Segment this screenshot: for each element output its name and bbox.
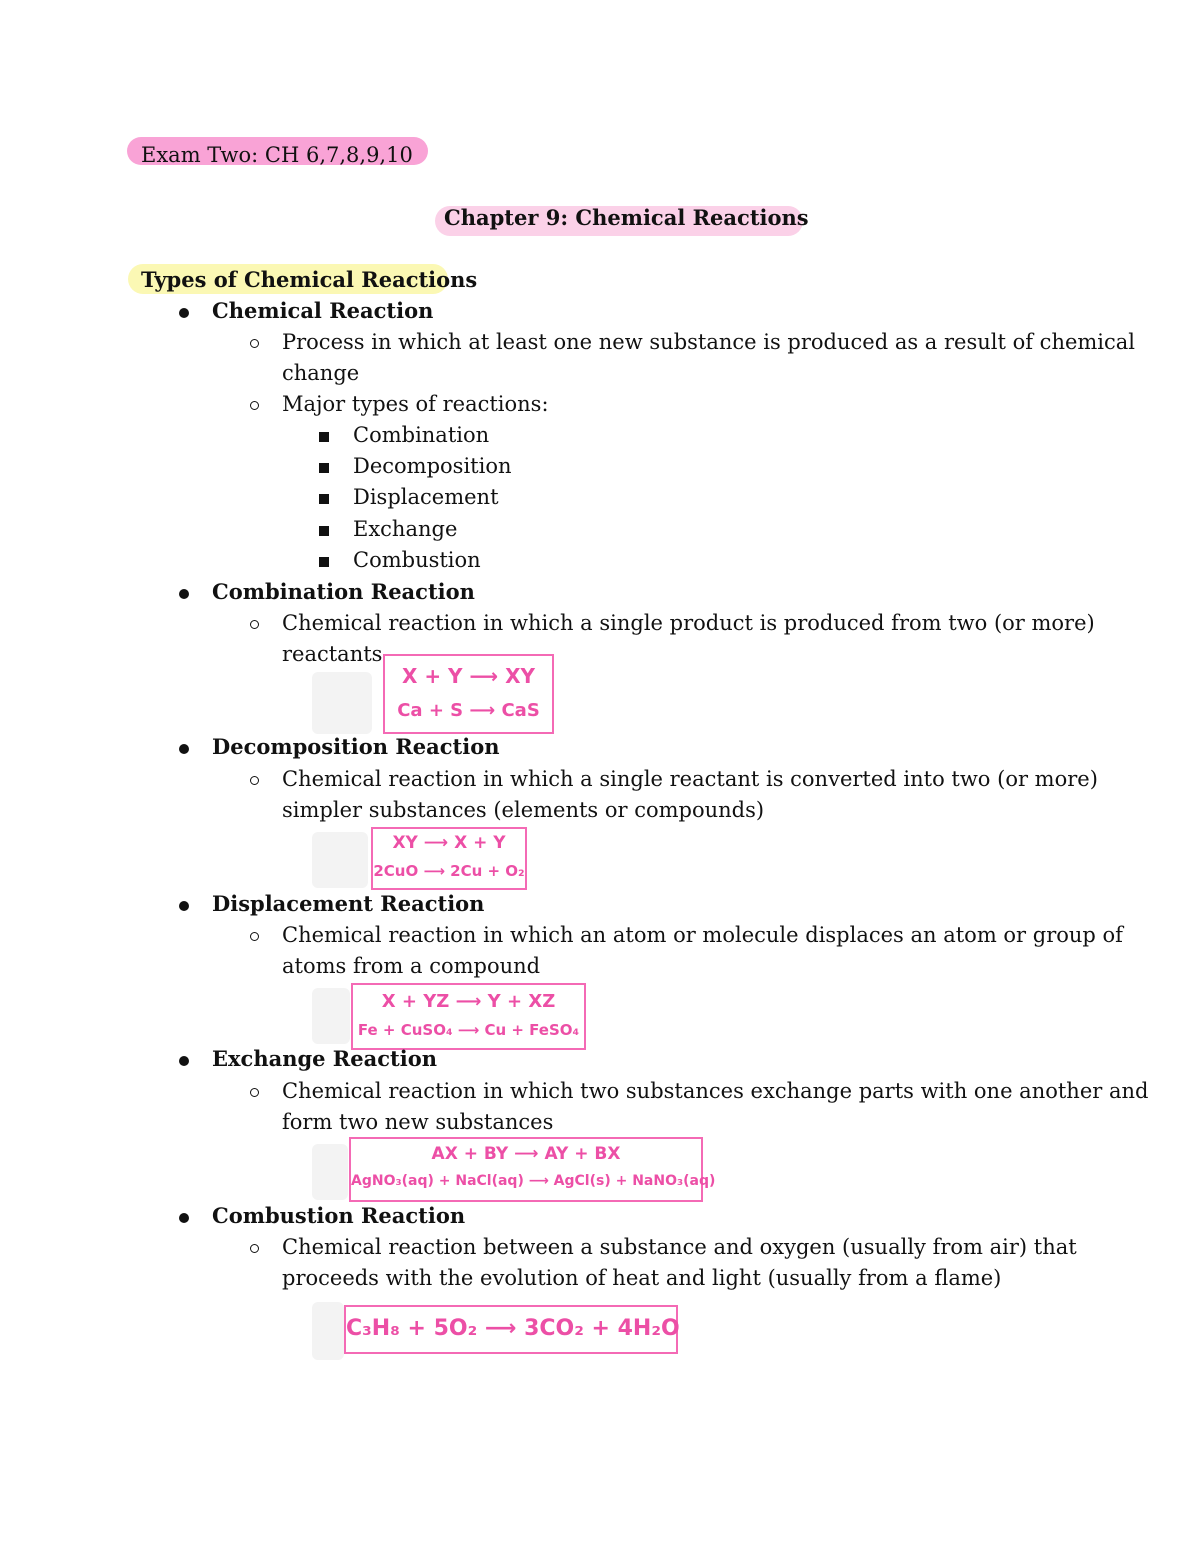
heading-combination: Combination Reaction: [212, 579, 475, 604]
sub-bullet: [250, 776, 259, 785]
sub-bullet: [250, 1244, 259, 1253]
exchange-equation-box: [349, 1137, 716, 1202]
chemical-reaction-definition: Process in which at least one new substance is produced as a result of chemical: [282, 330, 1136, 354]
displacement-equation-general: X + YZ ⟶ Y + XZ: [381, 991, 556, 1012]
combination-definition: Chemical reaction in which a single product is produced from two (or more): [282, 611, 1095, 635]
square-bullet: [319, 494, 329, 504]
chapter-title: Chapter 9: Chemical Reactions: [444, 205, 809, 230]
combination-definition-cont: reactants: [282, 642, 383, 666]
exchange-definition: Chemical reaction in which two substances exchange parts with one another and: [282, 1079, 1149, 1103]
combination-equation-example: Ca + S ⟶ CaS: [397, 700, 540, 721]
combustion-definition-cont: proceeds with the evolution of heat and light (usually from a flame): [282, 1266, 1002, 1290]
square-bullet: [319, 463, 329, 473]
major-types-label: Major types of reactions:: [282, 392, 549, 416]
sub-bullet: [250, 932, 259, 941]
displacement-definition-cont: atoms from a compound: [282, 954, 541, 978]
exam-title: Exam Two: CH 6,7,8,9,10: [141, 143, 413, 167]
heading-displacement: Displacement Reaction: [212, 891, 485, 916]
heading-decomposition: Decomposition Reaction: [212, 734, 500, 759]
exchange-definition-cont: form two new substances: [282, 1110, 554, 1134]
heading-exchange: Exchange Reaction: [212, 1046, 437, 1071]
heading-combustion: Combustion Reaction: [212, 1203, 466, 1228]
bullet-exchange: [179, 1056, 189, 1066]
scan-smudge: [312, 832, 368, 888]
type-item: Exchange: [353, 517, 458, 541]
decomposition-equation-general: XY ⟶ X + Y: [392, 833, 506, 853]
square-bullet: [319, 526, 329, 536]
exchange-equation-general: AX + BY ⟶ AY + BX: [431, 1144, 621, 1164]
bullet-decomposition: [179, 744, 189, 754]
scan-smudge: [312, 988, 350, 1044]
bullet-displacement: [179, 901, 189, 911]
combustion-equation-box: [344, 1305, 678, 1354]
decomposition-definition: Chemical reaction in which a single reactant is converted into two (or more): [282, 767, 1098, 791]
exchange-equation-example: AgNO₃(aq) + NaCl(aq) ⟶ AgCl(s) + NaNO₃(aq): [351, 1173, 716, 1189]
heading-chemical-reaction: Chemical Reaction: [212, 298, 434, 323]
bullet-combination: [179, 589, 189, 599]
type-item: Decomposition: [353, 454, 512, 478]
bullet-combustion: [179, 1213, 189, 1223]
sub-bullet: [250, 339, 259, 348]
displacement-equation-example: Fe + CuSO₄ ⟶ Cu + FeSO₄: [357, 1021, 580, 1039]
displacement-equation-box: [351, 983, 586, 1050]
section-title: Types of Chemical Reactions: [141, 267, 478, 292]
combination-equation-box: [383, 654, 554, 734]
scan-smudge: [312, 1302, 344, 1360]
sub-bullet: [250, 401, 259, 410]
type-item: Combustion: [353, 548, 481, 572]
chemical-reaction-definition-cont: change: [282, 361, 360, 385]
sub-bullet: [250, 1088, 259, 1097]
type-item: Combination: [353, 423, 490, 447]
square-bullet: [319, 432, 329, 442]
combustion-definition: Chemical reaction between a substance and oxygen (usually from air) that: [282, 1235, 1077, 1259]
type-item: Displacement: [353, 485, 499, 509]
scan-smudge: [312, 1144, 348, 1200]
scan-smudge: [312, 672, 372, 734]
decomposition-equation-example: 2CuO ⟶ 2Cu + O₂: [373, 862, 525, 880]
bullet-chemical-reaction: [179, 308, 189, 318]
displacement-definition: Chemical reaction in which an atom or molecule displaces an atom or group of: [282, 923, 1123, 947]
decomposition-equation-box: [371, 827, 527, 890]
decomposition-definition-cont: simpler substances (elements or compounds): [282, 798, 765, 822]
combustion-equation: C₃H₈ + 5O₂ ⟶ 3CO₂ + 4H₂O: [346, 1316, 680, 1341]
combination-equation-general: X + Y ⟶ XY: [401, 664, 536, 688]
square-bullet: [319, 557, 329, 567]
sub-bullet: [250, 620, 259, 629]
